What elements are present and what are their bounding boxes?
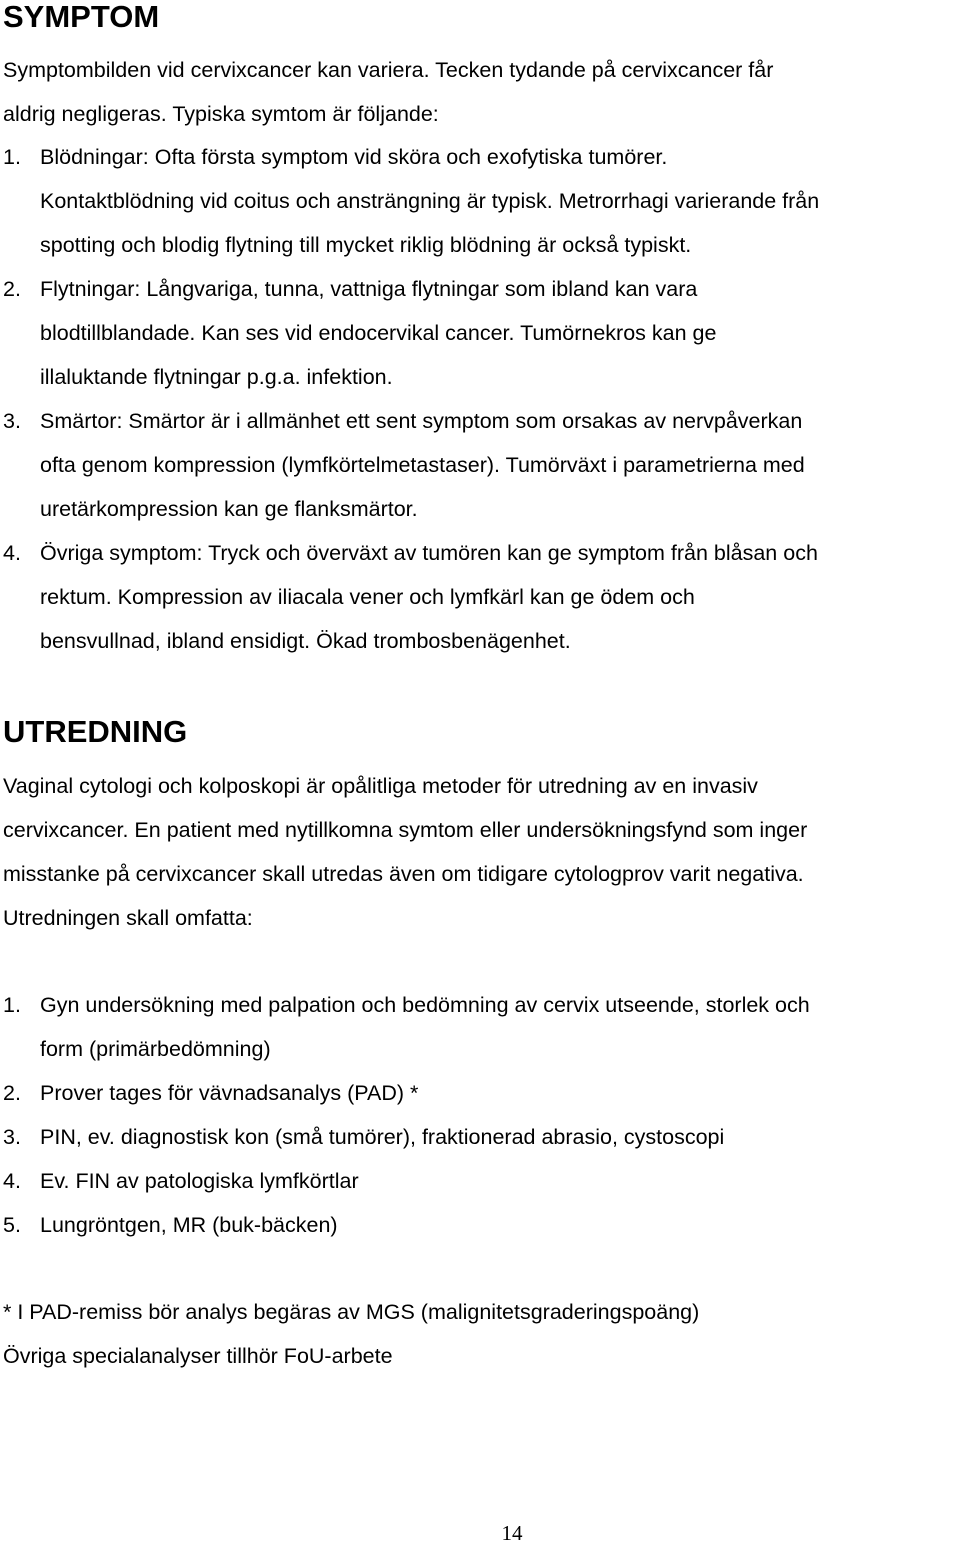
paragraph-line: Symptombilden vid cervixcancer kan variera. Tecken tydande på cervixcancer får [3, 58, 774, 82]
list-item-line: Prover tages för vävnadsanalys (PAD) * [40, 1081, 419, 1105]
paragraph-line: aldrig negligeras. Typiska symtom är följande: [3, 102, 439, 126]
symptom-list [3, 135, 958, 663]
list-item-number: 4. [3, 1169, 21, 1193]
list-item-line: spotting och blodig flytning till mycket riklig blödning är också typiskt. [40, 233, 692, 257]
list-item-line: Kontaktblödning vid coitus och ansträngning är typisk. Metrorrhagi varierande från [40, 189, 820, 213]
section-heading-symptom: SYMPTOM [3, 0, 160, 34]
paragraph-line: misstanke på cervixcancer skall utredas även om tidigare cytologprov varit negativa. [3, 862, 804, 886]
symptom-list-item-4 [3, 531, 958, 663]
list-item-number: 5. [3, 1213, 21, 1237]
section-heading-utredning: UTREDNING [3, 714, 188, 749]
symptom-list-item-2 [3, 267, 958, 399]
list-item-line: Gyn undersökning med palpation och bedömning av cervix utseende, storlek och [40, 993, 810, 1017]
list-item-line: Lungröntgen, MR (buk-bäcken) [40, 1213, 338, 1237]
symptom-list-item-3 [3, 399, 958, 531]
list-item-line: Övriga symptom: Tryck och överväxt av tumören kan ge symptom från blåsan och [40, 541, 818, 565]
list-item-line: blodtillblandade. Kan ses vid endocervikal cancer. Tumörnekros kan ge [40, 321, 717, 345]
utredning-list-item-3 [3, 1115, 958, 1159]
paragraph-line: Vaginal cytologi och kolposkopi är opålitliga metoder för utredning av en invasiv [3, 774, 758, 798]
list-item-line: uretärkompression kan ge flanksmärtor. [40, 497, 418, 521]
list-item-line: Smärtor: Smärtor är i allmänhet ett sent symptom som orsakas av nervpåverkan [40, 409, 803, 433]
footnote-paragraph [3, 1290, 953, 1378]
paragraph-line: Utredningen skall omfatta: [3, 906, 253, 930]
list-item-line: rektum. Kompression av iliacala vener och lymfkärl kan ge ödem och [40, 585, 695, 609]
utredning-intro-paragraph [3, 764, 953, 940]
list-item-line: bensvullnad, ibland ensidigt. Ökad trombosbenägenhet. [40, 629, 571, 653]
list-item-number: 3. [3, 409, 21, 433]
paragraph-line: cervixcancer. En patient med nytillkomna symtom eller undersökningsfynd som inger [3, 818, 808, 842]
list-item-number: 2. [3, 277, 21, 301]
list-item-number: 1. [3, 145, 21, 169]
list-item-line: PIN, ev. diagnostisk kon (små tumörer), fraktionerad abrasio, cystoscopi [40, 1125, 725, 1149]
list-item-line: Flytningar: Långvariga, tunna, vattniga flytningar som ibland kan vara [40, 277, 698, 301]
utredning-list [3, 983, 958, 1247]
list-item-number: 1. [3, 993, 21, 1017]
list-item-line: illaluktande flytningar p.g.a. infektion. [40, 365, 393, 389]
page-number: 14 [501, 1521, 523, 1545]
utredning-list-item-5 [3, 1203, 958, 1247]
list-item-line: Blödningar: Ofta första symptom vid sköra och exofytiska tumörer. [40, 145, 668, 169]
utredning-list-item-2 [3, 1071, 958, 1115]
footnote-line: * I PAD-remiss bör analys begäras av MGS (malignitetsgraderingspoäng) [3, 1300, 700, 1324]
list-item-line: Ev. FIN av patologiska lymfkörtlar [40, 1169, 359, 1193]
utredning-list-item-1 [3, 983, 958, 1071]
utredning-list-item-4 [3, 1159, 958, 1203]
symptom-list-item-1 [3, 135, 958, 267]
list-item-number: 3. [3, 1125, 21, 1149]
list-item-line: ofta genom kompression (lymfkörtelmetastaser). Tumörväxt i parametrierna med [40, 453, 805, 477]
list-item-line: form (primärbedömning) [40, 1037, 271, 1061]
list-item-number: 4. [3, 541, 21, 565]
list-item-number: 2. [3, 1081, 21, 1105]
footnote-line: Övriga specialanalyser tillhör FoU-arbete [3, 1344, 393, 1368]
symptom-intro-paragraph [3, 48, 953, 136]
